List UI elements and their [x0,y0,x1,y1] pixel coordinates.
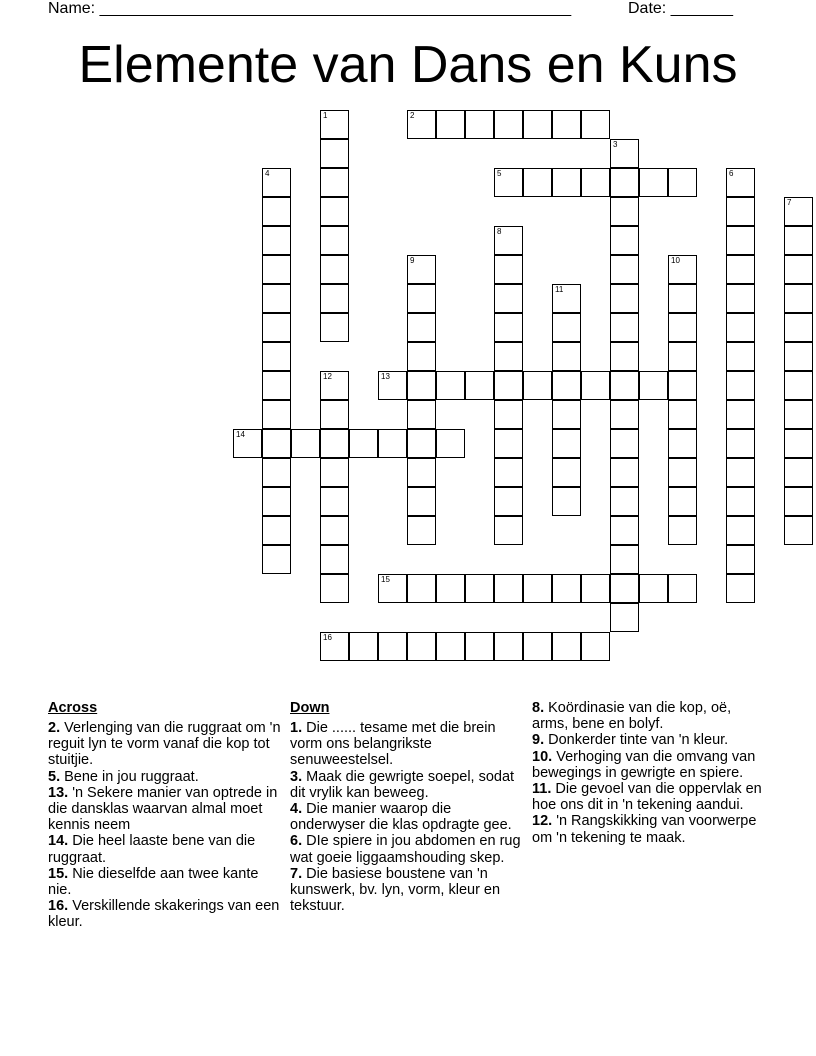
grid-cell[interactable] [610,168,639,197]
grid-cell[interactable] [610,197,639,226]
name-field[interactable]: Name: _____________________________________________________ [48,0,572,17]
clue-number: 8 [497,227,502,236]
grid-cell[interactable] [494,342,523,371]
grid-cell[interactable] [639,371,668,400]
grid-cell[interactable] [436,110,465,139]
grid-cell[interactable] [407,371,436,400]
clue-number: 5 [497,169,502,178]
grid-cell[interactable] [581,632,610,661]
grid-cell[interactable] [552,284,581,313]
grid-cell[interactable] [668,313,697,342]
grid-cell[interactable] [581,574,610,603]
grid-cell[interactable] [320,545,349,574]
grid-cell[interactable] [668,400,697,429]
page-title: Elemente van Dans en Kuns [78,36,738,94]
grid-cell[interactable] [726,197,755,226]
grid-cell[interactable] [552,458,581,487]
grid-cell[interactable] [610,545,639,574]
grid-cell[interactable] [552,168,581,197]
grid-cell[interactable] [494,632,523,661]
grid-cell[interactable] [407,516,436,545]
grid-cell[interactable] [610,487,639,516]
grid-cell[interactable] [668,574,697,603]
grid-cell[interactable] [784,371,813,400]
grid-cell[interactable] [494,516,523,545]
grid-cell[interactable] [494,313,523,342]
grid-cell[interactable] [668,371,697,400]
down-clues [290,700,526,914]
grid-cell[interactable] [320,458,349,487]
grid-cell[interactable] [726,342,755,371]
clue-number: 10 [671,256,680,265]
grid-cell[interactable] [726,371,755,400]
clue-number: 6 [729,169,734,178]
grid-cell[interactable] [320,255,349,284]
grid-cell[interactable] [726,284,755,313]
clue-number: 13 [381,372,390,381]
clue-across-13: 13. 'n Sekere manier van optrede in die dansklas waarvan almal moet kennis neem [48,784,278,834]
clue-down-11: 11. Die gevoel van die oppervlak en hoe ons dit in 'n tekening aandui. [532,781,762,814]
grid-cell[interactable] [407,574,436,603]
grid-cell[interactable] [610,342,639,371]
grid-cell[interactable] [320,371,349,400]
grid-cell[interactable] [465,632,494,661]
grid-cell[interactable] [668,458,697,487]
grid-cell[interactable] [523,168,552,197]
grid-cell[interactable] [784,487,813,516]
grid-cell[interactable] [494,487,523,516]
grid-cell[interactable] [262,371,291,400]
grid-cell[interactable] [407,313,436,342]
grid-cell[interactable] [407,255,436,284]
grid-cell[interactable] [639,574,668,603]
grid-cell[interactable] [668,487,697,516]
down-heading: Down [290,700,330,716]
grid-cell[interactable] [523,632,552,661]
clue-number: 12 [323,372,332,381]
grid-cell[interactable] [407,284,436,313]
grid-cell[interactable] [610,284,639,313]
down-clues-continued [532,700,768,846]
grid-cell[interactable] [726,487,755,516]
grid-cell[interactable] [610,255,639,284]
grid-cell[interactable] [552,342,581,371]
grid-cell[interactable] [349,429,378,458]
grid-cell[interactable] [581,168,610,197]
grid-cell[interactable] [291,429,320,458]
clue-down-8: 8. Koördinasie van die kop, oë, arms, bene en bolyf. [532,700,732,733]
grid-cell[interactable] [668,255,697,284]
grid-cell[interactable] [610,574,639,603]
grid-cell[interactable] [262,458,291,487]
grid-cell[interactable] [610,516,639,545]
grid-cell[interactable] [610,139,639,168]
clue-down-3: 3. Maak die gewrigte soepel, sodat dit vrylik kan beweeg. [290,768,515,801]
grid-cell[interactable] [610,603,639,632]
grid-cell[interactable] [726,168,755,197]
clue-down-9: 9. Donkerder tinte van 'n kleur. [532,732,729,749]
grid-cell[interactable] [784,226,813,255]
grid-cell[interactable] [726,545,755,574]
grid-cell[interactable] [465,371,494,400]
grid-cell[interactable] [494,255,523,284]
grid-cell[interactable] [494,226,523,255]
grid-cell[interactable] [668,342,697,371]
grid-cell[interactable] [523,574,552,603]
grid-cell[interactable] [378,429,407,458]
clue-across-15: 15. Nie dieselfde aan twee kante nie. [48,865,259,899]
clue-across-14: 14. Die heel laaste bene van die ruggraat. [48,833,256,866]
grid-cell[interactable] [320,574,349,603]
grid-cell[interactable] [262,516,291,545]
grid-cell[interactable] [262,284,291,313]
grid-cell[interactable] [320,110,349,139]
grid-cell[interactable] [465,574,494,603]
clue-across-2: 2. Verlenging van die ruggraat om 'n reguit lyn te vorm vanaf die kop tot stuitjie. [48,720,281,769]
clue-down-12: 12. 'n Rangskikking van voorwerpe om 'n tekening te maak. [532,813,757,846]
grid-cell[interactable] [320,487,349,516]
grid-cell[interactable] [320,139,349,168]
grid-cell[interactable] [407,487,436,516]
grid-cell[interactable] [494,284,523,313]
grid-cell[interactable] [465,110,494,139]
grid-cell[interactable] [262,487,291,516]
grid-cell[interactable] [407,400,436,429]
grid-cell[interactable] [320,313,349,342]
grid-cell[interactable] [262,545,291,574]
clue-number: 16 [323,633,332,642]
grid-cell[interactable] [784,342,813,371]
grid-cell[interactable] [668,429,697,458]
clue-down-4: 4. Die manier waarop die onderwyser die klas opdragte gee. [290,801,512,834]
grid-cell[interactable] [320,197,349,226]
grid-cell[interactable] [407,458,436,487]
grid-cell[interactable] [726,458,755,487]
clue-number: 9 [410,256,415,265]
grid-cell[interactable] [726,313,755,342]
grid-cell[interactable] [262,400,291,429]
grid-cell[interactable] [610,226,639,255]
grid-cell[interactable] [262,313,291,342]
clue-number: 14 [236,430,245,439]
clue-across-16: 16. Verskillende skakerings van een kleur. [48,898,280,931]
grid-cell[interactable] [320,516,349,545]
grid-cell[interactable] [494,574,523,603]
grid-cell[interactable] [784,400,813,429]
grid-cell[interactable] [552,429,581,458]
grid-cell[interactable] [494,371,523,400]
grid-cell[interactable] [610,371,639,400]
grid-cell[interactable] [639,168,668,197]
grid-cell[interactable] [726,429,755,458]
grid-cell[interactable] [262,226,291,255]
grid-cell[interactable] [494,429,523,458]
grid-cell[interactable] [610,429,639,458]
grid-cell[interactable] [407,342,436,371]
grid-cell[interactable] [552,632,581,661]
grid-cell[interactable] [320,429,349,458]
grid-cell[interactable] [320,400,349,429]
grid-cell[interactable] [494,400,523,429]
grid-cell[interactable] [784,255,813,284]
clue-down-1: 1. Die ...... tesame met die brein vorm ons belangrikste senuweestelsel. [290,720,496,769]
clue-number: 15 [381,575,390,584]
grid-cell[interactable] [610,313,639,342]
clue-down-7: 7. Die basiese boustene van 'n kunswerk, bv. lyn, vorm, kleur en tekstuur. [290,865,501,915]
grid-cell[interactable] [610,458,639,487]
grid-cell[interactable] [784,429,813,458]
grid-cell[interactable] [552,400,581,429]
grid-cell[interactable] [494,458,523,487]
grid-cell[interactable] [552,574,581,603]
across-clues [48,700,284,931]
grid-cell[interactable] [668,168,697,197]
grid-cell[interactable] [436,371,465,400]
grid-cell[interactable] [378,371,407,400]
grid-cell[interactable] [320,168,349,197]
grid-cell[interactable] [552,313,581,342]
grid-cell[interactable] [581,371,610,400]
grid-cell[interactable] [610,400,639,429]
grid-cell[interactable] [494,168,523,197]
date-field[interactable]: Date: _______ [628,0,733,17]
grid-cell[interactable] [784,284,813,313]
clue-number: 3 [613,140,618,149]
clue-across-5: 5. Bene in jou ruggraat. [48,768,199,785]
grid-cell[interactable] [668,284,697,313]
grid-cell[interactable] [378,574,407,603]
grid-cell[interactable] [552,371,581,400]
grid-cell[interactable] [523,110,552,139]
clue-number: 7 [787,198,792,207]
grid-cell[interactable] [436,429,465,458]
grid-cell[interactable] [436,632,465,661]
grid-cell[interactable] [233,429,262,458]
grid-cell[interactable] [349,632,378,661]
grid-cell[interactable] [726,400,755,429]
grid-cell[interactable] [726,516,755,545]
grid-cell[interactable] [320,284,349,313]
clue-number: 4 [265,169,270,178]
grid-cell[interactable] [262,255,291,284]
grid-cell[interactable] [784,313,813,342]
grid-cell[interactable] [552,487,581,516]
across-heading: Across [48,700,98,716]
clue-number: 2 [410,111,415,120]
grid-cell[interactable] [523,371,552,400]
clue-number: 1 [323,111,328,120]
grid-cell[interactable] [407,110,436,139]
grid-cell[interactable] [320,226,349,255]
grid-cell[interactable] [262,429,291,458]
grid-cell[interactable] [552,110,581,139]
grid-cell[interactable] [784,197,813,226]
grid-cell[interactable] [726,574,755,603]
clue-number: 11 [555,285,564,294]
grid-cell[interactable] [436,574,465,603]
grid-cell[interactable] [581,110,610,139]
grid-cell[interactable] [726,255,755,284]
grid-cell[interactable] [494,110,523,139]
grid-cell[interactable] [407,429,436,458]
grid-cell[interactable] [407,632,436,661]
clue-down-10: 10. Verhoging van die omvang van bewegings in gewrigte en spiere. [532,748,756,781]
grid-cell[interactable] [378,632,407,661]
grid-cell[interactable] [784,516,813,545]
clue-down-6: 6. DIe spiere in jou abdomen en rug wat goeie liggaamshouding skep. [290,833,521,866]
grid-cell[interactable] [320,632,349,661]
grid-cell[interactable] [668,516,697,545]
grid-cell[interactable] [262,197,291,226]
grid-cell[interactable] [784,458,813,487]
grid-cell[interactable] [726,226,755,255]
grid-cell[interactable] [262,168,291,197]
grid-cell[interactable] [262,342,291,371]
